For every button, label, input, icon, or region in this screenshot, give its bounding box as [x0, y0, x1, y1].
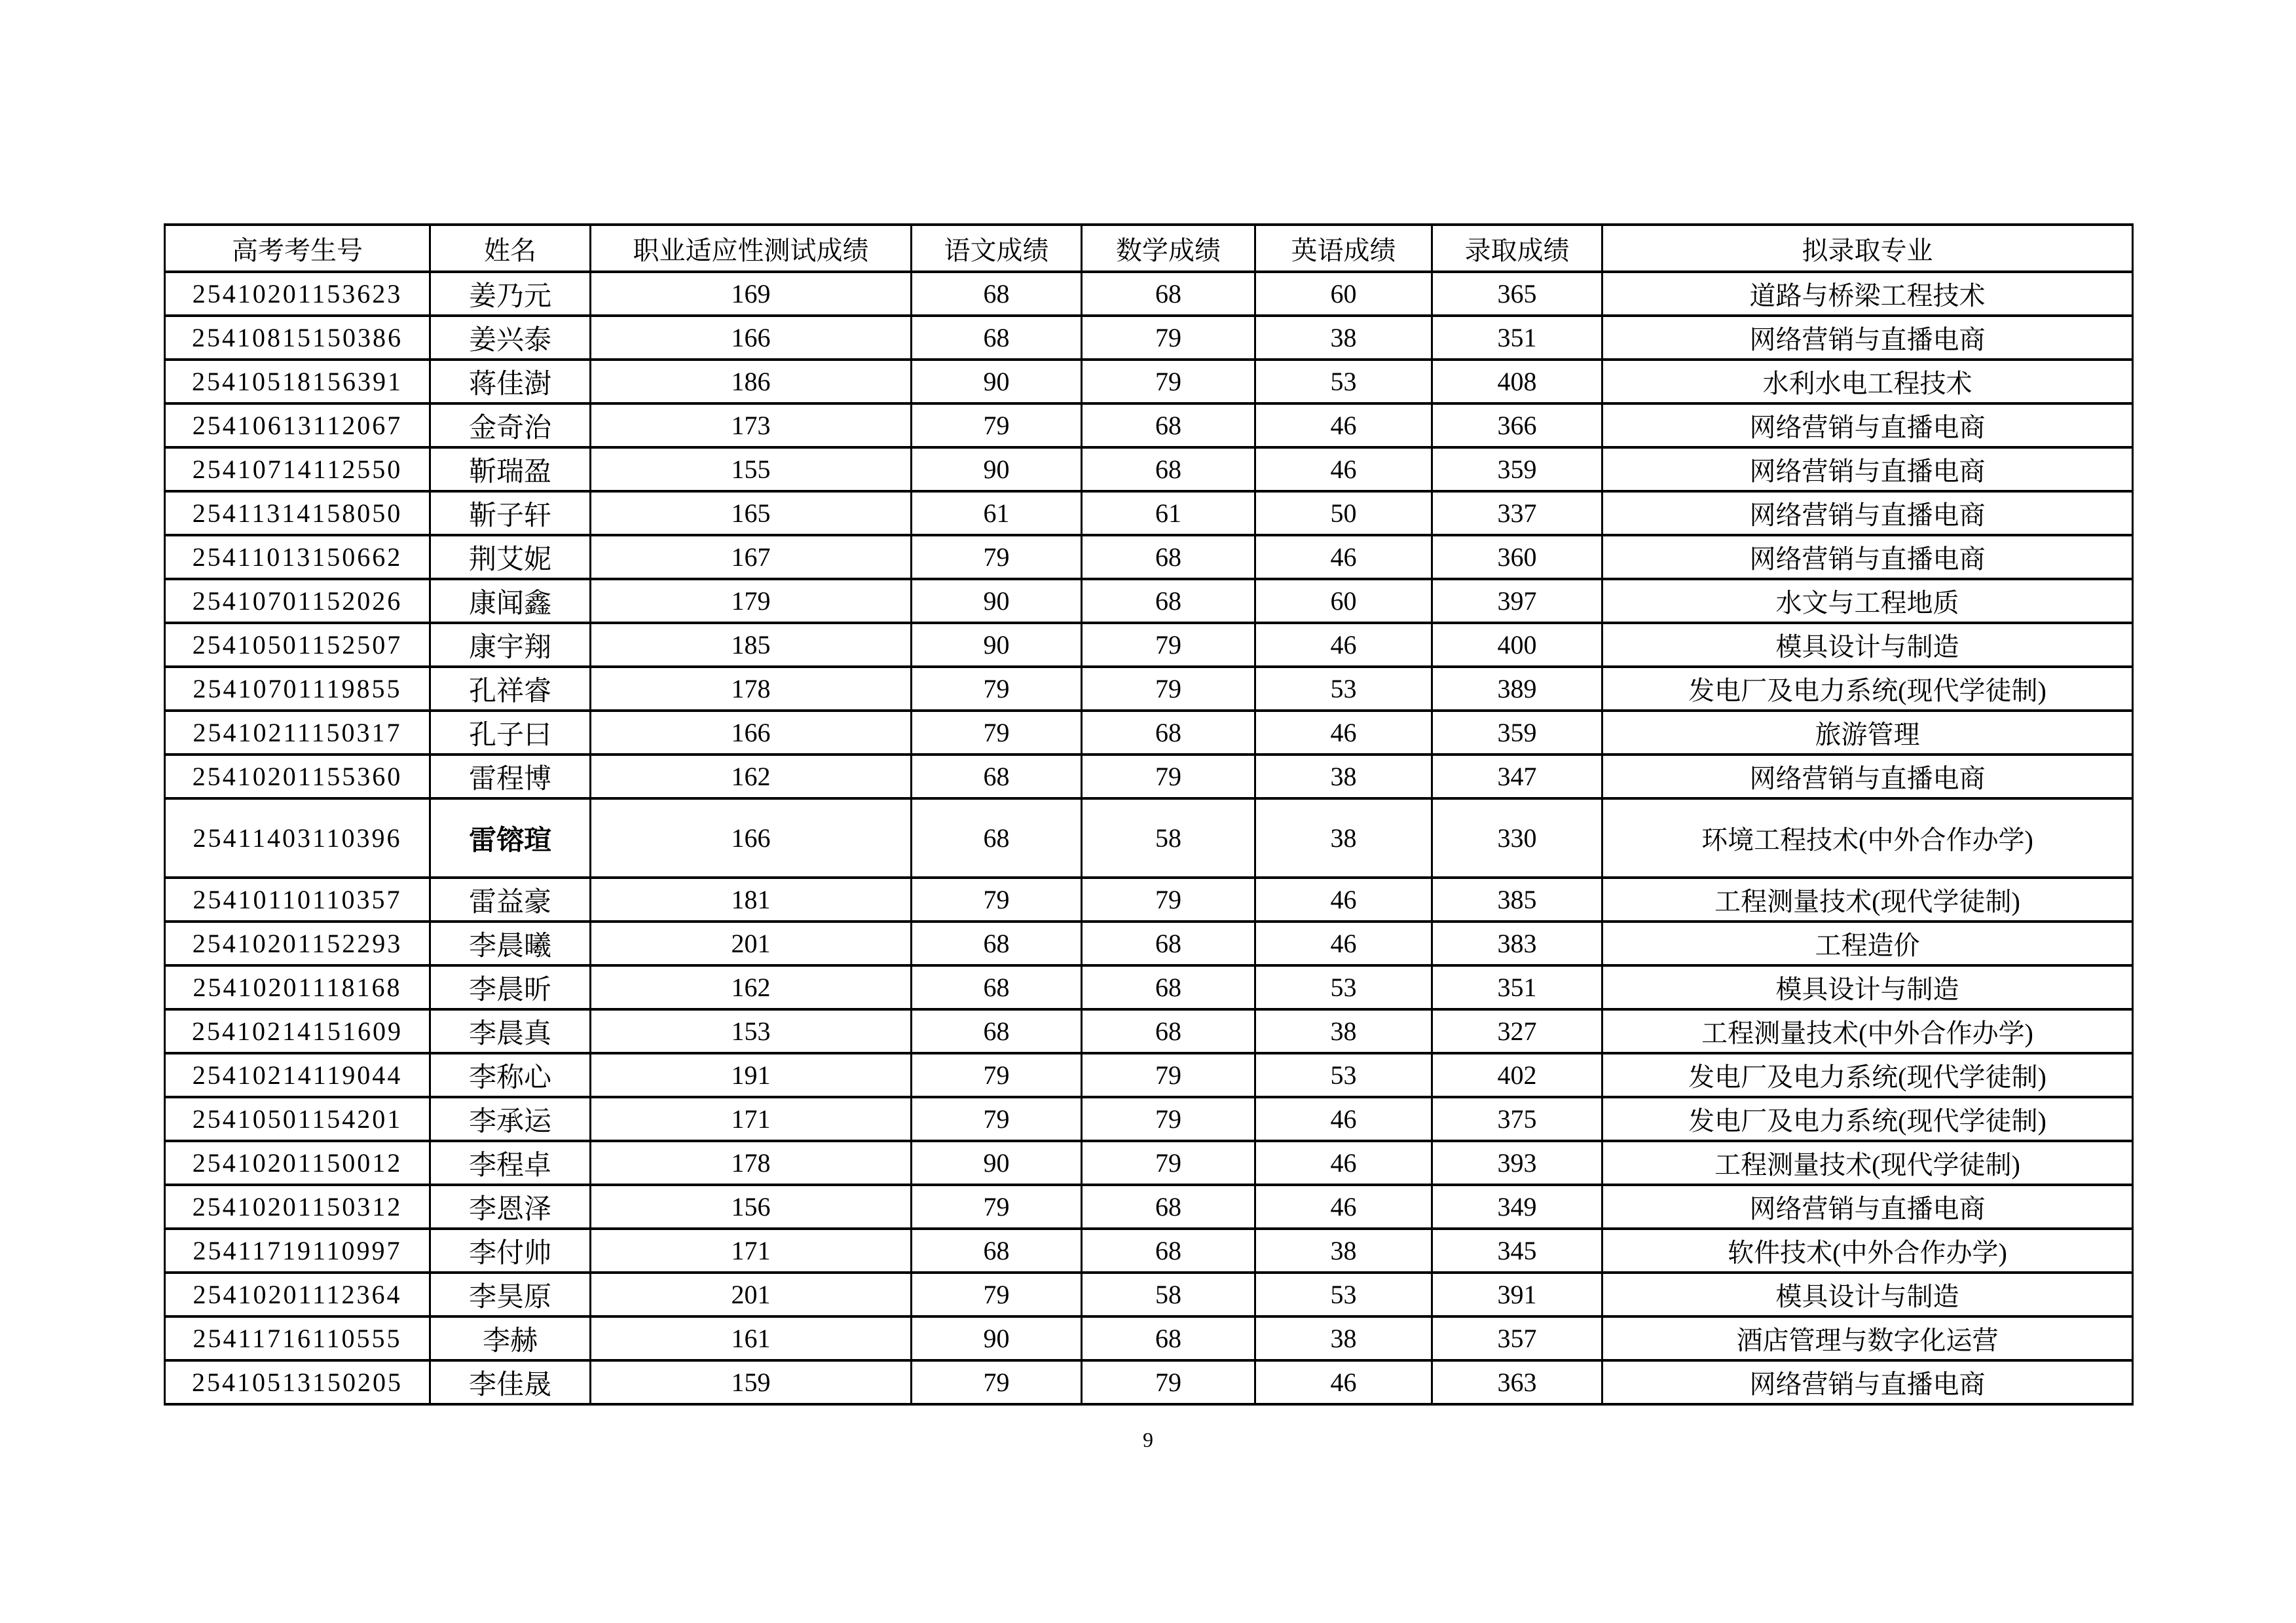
table-row	[165, 1097, 2133, 1141]
cell-name: 李晨真	[430, 1009, 591, 1053]
cell-english-score: 53	[1255, 360, 1432, 403]
cell-chinese-score: 79	[912, 667, 1082, 711]
header-admission-score: 录取成绩	[1432, 225, 1602, 272]
cell-math-score: 79	[1082, 878, 1255, 922]
cell-proposed-major: 工程测量技术(中外合作办学)	[1602, 1009, 2133, 1053]
cell-name: 靳瑞盈	[430, 447, 591, 491]
cell-chinese-score: 68	[912, 272, 1082, 316]
table-row	[165, 623, 2133, 667]
cell-name: 孔祥睿	[430, 667, 591, 711]
cell-aptitude-score: 153	[591, 1009, 912, 1053]
cell-admission-score: 327	[1432, 1009, 1602, 1053]
cell-candidate-id: 25411403110396	[165, 798, 430, 878]
cell-math-score: 68	[1082, 403, 1255, 447]
cell-chinese-score: 68	[912, 316, 1082, 360]
cell-aptitude-score: 173	[591, 403, 912, 447]
cell-aptitude-score: 191	[591, 1053, 912, 1097]
cell-proposed-major: 环境工程技术(中外合作办学)	[1602, 798, 2133, 878]
cell-admission-score: 359	[1432, 711, 1602, 755]
cell-math-score: 79	[1082, 1053, 1255, 1097]
cell-proposed-major: 网络营销与直播电商	[1602, 535, 2133, 579]
header-candidate-id: 高考考生号	[165, 225, 430, 272]
cell-admission-score: 391	[1432, 1273, 1602, 1316]
cell-candidate-id: 25411314158050	[165, 491, 430, 535]
cell-aptitude-score: 178	[591, 667, 912, 711]
table-row	[165, 965, 2133, 1009]
cell-candidate-id: 25410201150312	[165, 1185, 430, 1229]
page-number: 9	[1143, 1428, 1153, 1451]
cell-admission-score: 400	[1432, 623, 1602, 667]
table-row	[165, 360, 2133, 403]
header-chinese-score: 语文成绩	[912, 225, 1082, 272]
cell-chinese-score: 68	[912, 798, 1082, 878]
cell-candidate-id: 25411716110555	[165, 1316, 430, 1360]
cell-candidate-id: 25410501154201	[165, 1097, 430, 1141]
cell-aptitude-score: 155	[591, 447, 912, 491]
cell-admission-score: 393	[1432, 1141, 1602, 1185]
cell-name: 雷益豪	[430, 878, 591, 922]
cell-english-score: 46	[1255, 711, 1432, 755]
cell-english-score: 53	[1255, 965, 1432, 1009]
cell-aptitude-score: 167	[591, 535, 912, 579]
cell-name: 靳子轩	[430, 491, 591, 535]
cell-candidate-id: 25410201152293	[165, 922, 430, 965]
table-row	[165, 1009, 2133, 1053]
cell-english-score: 46	[1255, 878, 1432, 922]
header-proposed-major: 拟录取专业	[1602, 225, 2133, 272]
cell-english-score: 46	[1255, 623, 1432, 667]
cell-math-score: 68	[1082, 447, 1255, 491]
cell-chinese-score: 68	[912, 1229, 1082, 1273]
cell-candidate-id: 25410714112550	[165, 447, 430, 491]
cell-admission-score: 345	[1432, 1229, 1602, 1273]
cell-admission-score: 349	[1432, 1185, 1602, 1229]
cell-aptitude-score: 166	[591, 316, 912, 360]
cell-proposed-major: 网络营销与直播电商	[1602, 1360, 2133, 1404]
cell-math-score: 68	[1082, 272, 1255, 316]
cell-aptitude-score: 159	[591, 1360, 912, 1404]
table-header-row	[165, 225, 2133, 272]
cell-aptitude-score: 171	[591, 1097, 912, 1141]
table-row	[165, 403, 2133, 447]
cell-math-score: 79	[1082, 316, 1255, 360]
cell-chinese-score: 79	[912, 1273, 1082, 1316]
cell-english-score: 60	[1255, 579, 1432, 623]
cell-math-score: 79	[1082, 667, 1255, 711]
cell-chinese-score: 68	[912, 965, 1082, 1009]
cell-english-score: 53	[1255, 1053, 1432, 1097]
table-row	[165, 1229, 2133, 1273]
cell-name: 李晨曦	[430, 922, 591, 965]
cell-proposed-major: 软件技术(中外合作办学)	[1602, 1229, 2133, 1273]
cell-admission-score: 363	[1432, 1360, 1602, 1404]
cell-math-score: 68	[1082, 1009, 1255, 1053]
cell-chinese-score: 79	[912, 403, 1082, 447]
cell-math-score: 79	[1082, 360, 1255, 403]
cell-proposed-major: 模具设计与制造	[1602, 623, 2133, 667]
cell-name: 李称心	[430, 1053, 591, 1097]
cell-admission-score: 337	[1432, 491, 1602, 535]
cell-english-score: 53	[1255, 1273, 1432, 1316]
header-aptitude-test: 职业适应性测试成绩	[591, 225, 912, 272]
cell-chinese-score: 79	[912, 711, 1082, 755]
cell-math-score: 68	[1082, 965, 1255, 1009]
cell-math-score: 58	[1082, 798, 1255, 878]
cell-chinese-score: 68	[912, 922, 1082, 965]
cell-admission-score: 397	[1432, 579, 1602, 623]
cell-name: 康宇翔	[430, 623, 591, 667]
cell-aptitude-score: 162	[591, 755, 912, 798]
cell-candidate-id: 25410201112364	[165, 1273, 430, 1316]
cell-proposed-major: 网络营销与直播电商	[1602, 491, 2133, 535]
cell-english-score: 46	[1255, 447, 1432, 491]
cell-admission-score: 357	[1432, 1316, 1602, 1360]
cell-aptitude-score: 162	[591, 965, 912, 1009]
cell-english-score: 53	[1255, 667, 1432, 711]
cell-admission-score: 389	[1432, 667, 1602, 711]
cell-aptitude-score: 166	[591, 798, 912, 878]
cell-admission-score: 383	[1432, 922, 1602, 965]
cell-name: 李恩泽	[430, 1185, 591, 1229]
cell-proposed-major: 网络营销与直播电商	[1602, 447, 2133, 491]
cell-english-score: 46	[1255, 922, 1432, 965]
cell-name: 李昊原	[430, 1273, 591, 1316]
cell-proposed-major: 发电厂及电力系统(现代学徒制)	[1602, 1097, 2133, 1141]
cell-admission-score: 351	[1432, 316, 1602, 360]
cell-candidate-id: 25410201153623	[165, 272, 430, 316]
cell-admission-score: 330	[1432, 798, 1602, 878]
cell-admission-score: 385	[1432, 878, 1602, 922]
cell-math-score: 68	[1082, 1185, 1255, 1229]
cell-candidate-id: 25410201150012	[165, 1141, 430, 1185]
table-row	[165, 491, 2133, 535]
table-row	[165, 922, 2133, 965]
table-row	[165, 535, 2133, 579]
cell-chinese-score: 61	[912, 491, 1082, 535]
cell-math-score: 79	[1082, 1097, 1255, 1141]
cell-aptitude-score: 156	[591, 1185, 912, 1229]
cell-admission-score: 365	[1432, 272, 1602, 316]
cell-admission-score: 360	[1432, 535, 1602, 579]
cell-candidate-id: 25410211150317	[165, 711, 430, 755]
header-math-score: 数学成绩	[1082, 225, 1255, 272]
cell-chinese-score: 68	[912, 755, 1082, 798]
cell-math-score: 68	[1082, 579, 1255, 623]
cell-aptitude-score: 181	[591, 878, 912, 922]
cell-english-score: 46	[1255, 1097, 1432, 1141]
cell-name: 姜乃元	[430, 272, 591, 316]
cell-aptitude-score: 171	[591, 1229, 912, 1273]
header-english-score: 英语成绩	[1255, 225, 1432, 272]
cell-chinese-score: 79	[912, 1097, 1082, 1141]
cell-math-score: 61	[1082, 491, 1255, 535]
cell-chinese-score: 90	[912, 579, 1082, 623]
cell-aptitude-score: 201	[591, 1273, 912, 1316]
cell-admission-score: 366	[1432, 403, 1602, 447]
cell-name: 李付帅	[430, 1229, 591, 1273]
cell-english-score: 46	[1255, 1141, 1432, 1185]
cell-math-score: 68	[1082, 535, 1255, 579]
cell-proposed-major: 工程测量技术(现代学徒制)	[1602, 878, 2133, 922]
cell-math-score: 79	[1082, 1360, 1255, 1404]
table-row	[165, 1273, 2133, 1316]
cell-chinese-score: 79	[912, 1360, 1082, 1404]
cell-admission-score: 408	[1432, 360, 1602, 403]
table-row	[165, 316, 2133, 360]
cell-english-score: 38	[1255, 798, 1432, 878]
cell-english-score: 60	[1255, 272, 1432, 316]
cell-name: 李晨昕	[430, 965, 591, 1009]
cell-math-score: 68	[1082, 711, 1255, 755]
cell-proposed-major: 网络营销与直播电商	[1602, 1185, 2133, 1229]
table-row	[165, 1053, 2133, 1097]
cell-proposed-major: 水利水电工程技术	[1602, 360, 2133, 403]
cell-chinese-score: 79	[912, 535, 1082, 579]
cell-name: 金奇治	[430, 403, 591, 447]
cell-proposed-major: 酒店管理与数字化运营	[1602, 1316, 2133, 1360]
table-row	[165, 667, 2133, 711]
cell-english-score: 38	[1255, 1229, 1432, 1273]
cell-aptitude-score: 166	[591, 711, 912, 755]
cell-candidate-id: 25410701119855	[165, 667, 430, 711]
cell-aptitude-score: 161	[591, 1316, 912, 1360]
cell-name: 李佳晟	[430, 1360, 591, 1404]
cell-chinese-score: 90	[912, 447, 1082, 491]
cell-aptitude-score: 179	[591, 579, 912, 623]
cell-aptitude-score: 185	[591, 623, 912, 667]
cell-proposed-major: 网络营销与直播电商	[1602, 316, 2133, 360]
cell-aptitude-score: 165	[591, 491, 912, 535]
cell-chinese-score: 90	[912, 1316, 1082, 1360]
cell-english-score: 50	[1255, 491, 1432, 535]
cell-chinese-score: 68	[912, 1009, 1082, 1053]
cell-chinese-score: 79	[912, 1185, 1082, 1229]
cell-candidate-id: 25411719110997	[165, 1229, 430, 1273]
table-row	[165, 755, 2133, 798]
cell-english-score: 46	[1255, 535, 1432, 579]
cell-chinese-score: 79	[912, 1053, 1082, 1097]
cell-proposed-major: 旅游管理	[1602, 711, 2133, 755]
cell-name: 雷程博	[430, 755, 591, 798]
table-row	[165, 1360, 2133, 1404]
cell-english-score: 38	[1255, 755, 1432, 798]
cell-english-score: 38	[1255, 1316, 1432, 1360]
cell-math-score: 68	[1082, 1229, 1255, 1273]
table-row	[165, 1185, 2133, 1229]
cell-name: 孔子曰	[430, 711, 591, 755]
cell-name: 荆艾妮	[430, 535, 591, 579]
cell-chinese-score: 90	[912, 1141, 1082, 1185]
cell-aptitude-score: 178	[591, 1141, 912, 1185]
cell-admission-score: 375	[1432, 1097, 1602, 1141]
cell-name: 李程卓	[430, 1141, 591, 1185]
cell-english-score: 38	[1255, 1009, 1432, 1053]
cell-english-score: 46	[1255, 1360, 1432, 1404]
cell-candidate-id: 25410613112067	[165, 403, 430, 447]
cell-math-score: 79	[1082, 623, 1255, 667]
cell-candidate-id: 25410815150386	[165, 316, 430, 360]
cell-candidate-id: 25410513150205	[165, 1360, 430, 1404]
cell-proposed-major: 发电厂及电力系统(现代学徒制)	[1602, 667, 2133, 711]
cell-name: 李承运	[430, 1097, 591, 1141]
cell-math-score: 68	[1082, 1316, 1255, 1360]
admission-results-table	[164, 223, 2134, 1406]
cell-chinese-score: 90	[912, 360, 1082, 403]
cell-proposed-major: 模具设计与制造	[1602, 965, 2133, 1009]
table-row	[165, 1316, 2133, 1360]
cell-candidate-id: 25411013150662	[165, 535, 430, 579]
cell-chinese-score: 79	[912, 878, 1082, 922]
cell-proposed-major: 工程造价	[1602, 922, 2133, 965]
cell-math-score: 58	[1082, 1273, 1255, 1316]
cell-admission-score: 402	[1432, 1053, 1602, 1097]
cell-english-score: 38	[1255, 316, 1432, 360]
cell-proposed-major: 网络营销与直播电商	[1602, 403, 2133, 447]
cell-name: 李赫	[430, 1316, 591, 1360]
cell-aptitude-score: 186	[591, 360, 912, 403]
table-row	[165, 272, 2133, 316]
cell-admission-score: 359	[1432, 447, 1602, 491]
table-row	[165, 447, 2133, 491]
cell-admission-score: 351	[1432, 965, 1602, 1009]
cell-proposed-major: 模具设计与制造	[1602, 1273, 2133, 1316]
cell-candidate-id: 25410518156391	[165, 360, 430, 403]
cell-aptitude-score: 201	[591, 922, 912, 965]
cell-name: 蒋佳澍	[430, 360, 591, 403]
header-name: 姓名	[430, 225, 591, 272]
cell-proposed-major: 道路与桥梁工程技术	[1602, 272, 2133, 316]
cell-proposed-major: 网络营销与直播电商	[1602, 755, 2133, 798]
cell-name: 雷镕瑄	[430, 798, 591, 878]
cell-english-score: 46	[1255, 403, 1432, 447]
table-row	[165, 798, 2133, 878]
cell-proposed-major: 水文与工程地质	[1602, 579, 2133, 623]
cell-candidate-id: 25410201155360	[165, 755, 430, 798]
cell-candidate-id: 25410214151609	[165, 1009, 430, 1053]
cell-candidate-id: 25410701152026	[165, 579, 430, 623]
cell-english-score: 46	[1255, 1185, 1432, 1229]
cell-candidate-id: 25410110110357	[165, 878, 430, 922]
cell-chinese-score: 90	[912, 623, 1082, 667]
cell-candidate-id: 25410214119044	[165, 1053, 430, 1097]
table-row	[165, 1141, 2133, 1185]
table-row	[165, 579, 2133, 623]
cell-name: 姜兴泰	[430, 316, 591, 360]
cell-candidate-id: 25410201118168	[165, 965, 430, 1009]
cell-name: 康闻鑫	[430, 579, 591, 623]
cell-math-score: 79	[1082, 1141, 1255, 1185]
cell-proposed-major: 发电厂及电力系统(现代学徒制)	[1602, 1053, 2133, 1097]
cell-proposed-major: 工程测量技术(现代学徒制)	[1602, 1141, 2133, 1185]
table-row	[165, 711, 2133, 755]
cell-candidate-id: 25410501152507	[165, 623, 430, 667]
table-row	[165, 878, 2133, 922]
cell-math-score: 68	[1082, 922, 1255, 965]
cell-math-score: 79	[1082, 755, 1255, 798]
cell-aptitude-score: 169	[591, 272, 912, 316]
cell-admission-score: 347	[1432, 755, 1602, 798]
